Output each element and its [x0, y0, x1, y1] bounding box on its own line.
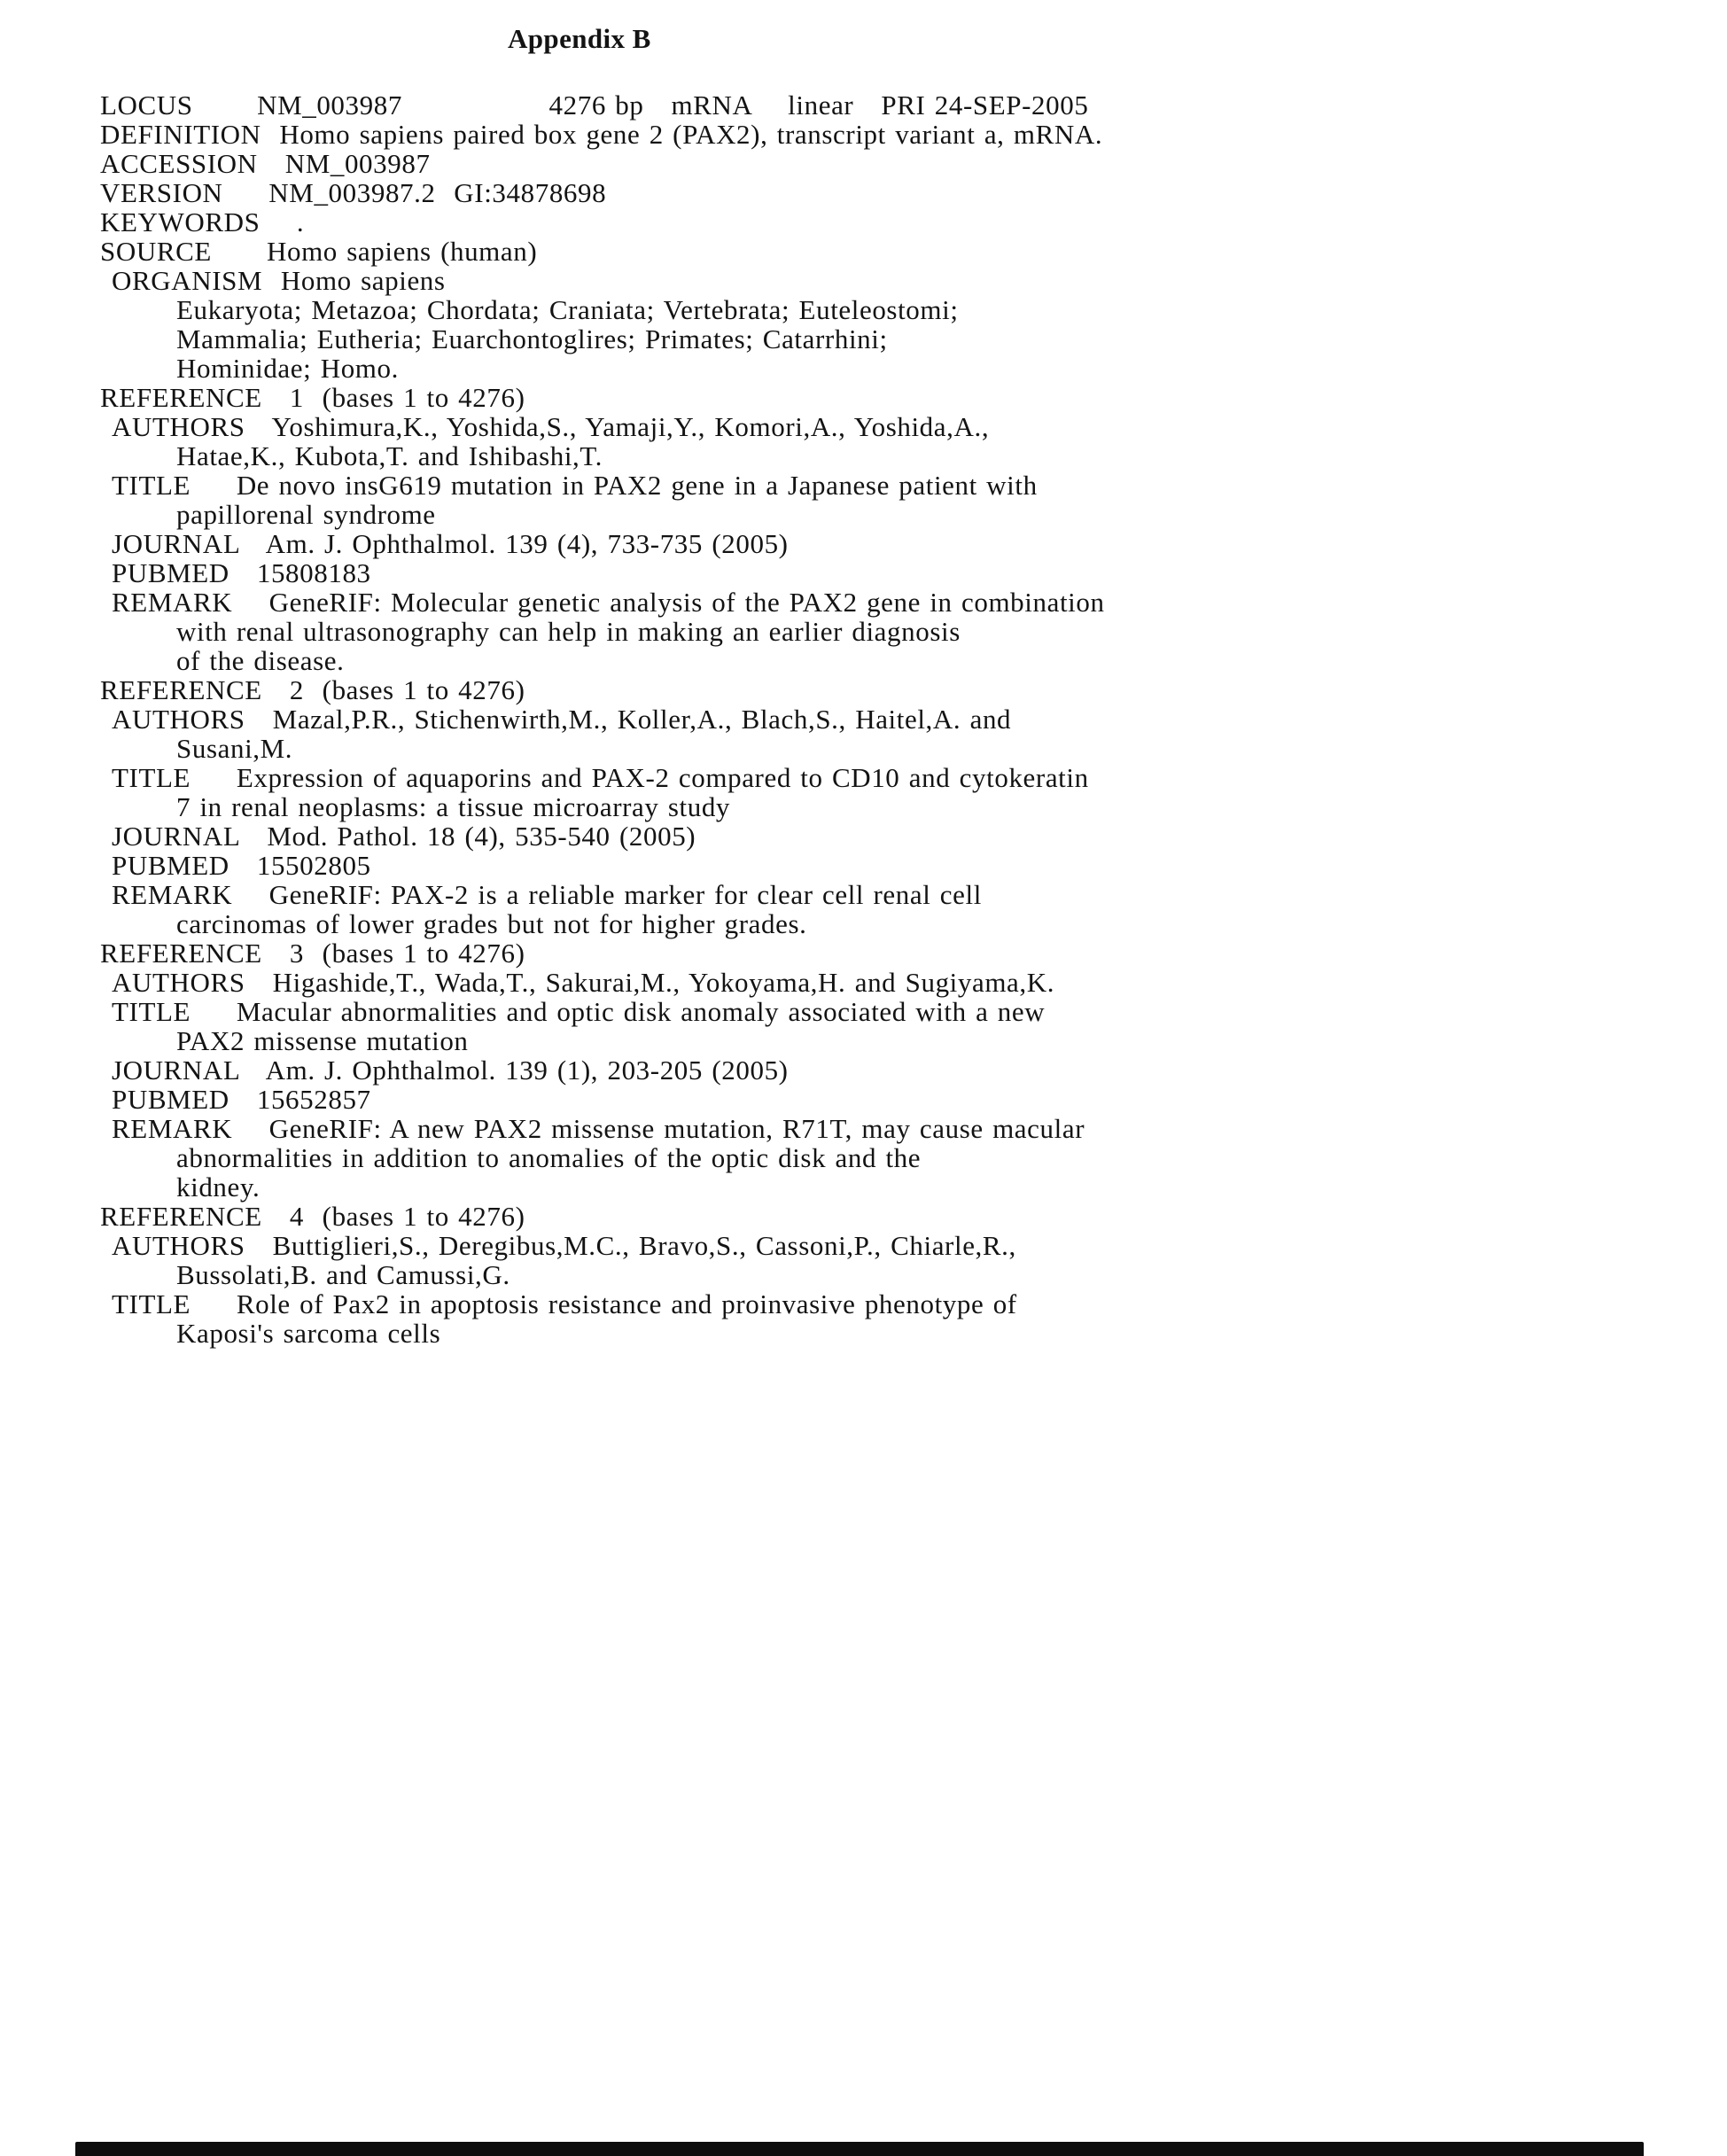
genbank-line: REFERENCE 3 (bases 1 to 4276): [100, 938, 525, 969]
genbank-line: AUTHORS Higashide,T., Wada,T., Sakurai,M., Yokoyama,H. and Sugiyama,K.: [112, 967, 1055, 998]
genbank-line: carcinomas of lower grades but not for higher grades.: [176, 908, 807, 939]
genbank-line: REFERENCE 4 (bases 1 to 4276): [100, 1201, 525, 1232]
genbank-line: kidney.: [176, 1171, 261, 1203]
genbank-line: PUBMED 15652857: [112, 1084, 371, 1115]
genbank-line: VERSION NM_003987.2 GI:34878698: [100, 177, 607, 208]
genbank-line: LOCUS NM_003987 4276 bp mRNA linear PRI 24-SEP-2005: [100, 90, 1089, 121]
genbank-line: REMARK GeneRIF: PAX-2 is a reliable marker for clear cell renal cell: [112, 879, 982, 910]
genbank-line: REFERENCE 1 (bases 1 to 4276): [100, 382, 525, 413]
genbank-line: Hominidae; Homo.: [176, 353, 399, 384]
genbank-line: Mammalia; Eutheria; Euarchontoglires; Primates; Catarrhini;: [176, 323, 888, 354]
genbank-line: TITLE De novo insG619 mutation in PAX2 gene in a Japanese patient with: [112, 470, 1038, 501]
genbank-line: PUBMED 15808183: [112, 557, 371, 588]
genbank-record: [100, 90, 1678, 1348]
genbank-line: REMARK GeneRIF: A new PAX2 missense mutation, R71T, may cause macular: [112, 1113, 1085, 1144]
genbank-line: SOURCE Homo sapiens (human): [100, 236, 538, 267]
genbank-line: ACCESSION NM_003987: [100, 148, 431, 179]
genbank-line: JOURNAL Am. J. Ophthalmol. 139 (4), 733-735 (2005): [112, 528, 789, 559]
genbank-line: PAX2 missense mutation: [176, 1025, 469, 1056]
appendix-title: Appendix B: [508, 23, 651, 54]
scan-artifact-bar: [75, 2142, 1644, 2156]
genbank-line: Susani,M.: [176, 733, 293, 764]
genbank-line: PUBMED 15502805: [112, 850, 371, 881]
genbank-line: KEYWORDS .: [100, 206, 305, 237]
genbank-line: 7 in renal neoplasms: a tissue microarray study: [176, 791, 731, 822]
genbank-line: Hatae,K., Kubota,T. and Ishibashi,T.: [176, 440, 603, 471]
genbank-line: AUTHORS Yoshimura,K., Yoshida,S., Yamaji,Y., Komori,A., Yoshida,A.,: [112, 411, 990, 442]
genbank-line: DEFINITION Homo sapiens paired box gene 2 (PAX2), transcript variant a, mRNA.: [100, 119, 1103, 150]
genbank-line: ORGANISM Homo sapiens: [112, 265, 446, 296]
genbank-line: TITLE Role of Pax2 in apoptosis resistance and proinvasive phenotype of: [112, 1288, 1017, 1319]
genbank-line: AUTHORS Buttiglieri,S., Deregibus,M.C., Bravo,S., Cassoni,P., Chiarle,R.,: [112, 1230, 1016, 1261]
genbank-line: JOURNAL Am. J. Ophthalmol. 139 (1), 203-205 (2005): [112, 1055, 789, 1086]
genbank-line: Eukaryota; Metazoa; Chordata; Craniata; Vertebrata; Euteleostomi;: [176, 294, 959, 325]
genbank-line: papillorenal syndrome: [176, 499, 436, 530]
genbank-line: TITLE Expression of aquaporins and PAX-2 compared to CD10 and cytokeratin: [112, 762, 1089, 793]
genbank-line: with renal ultrasonography can help in making an earlier diagnosis: [176, 616, 961, 647]
genbank-line: abnormalities in addition to anomalies of the optic disk and the: [176, 1142, 922, 1173]
genbank-line: Kaposi's sarcoma cells: [176, 1318, 441, 1349]
genbank-line: of the disease.: [176, 645, 345, 676]
genbank-line: TITLE Macular abnormalities and optic disk anomaly associated with a new: [112, 996, 1046, 1027]
genbank-line: Bussolati,B. and Camussi,G.: [176, 1259, 510, 1290]
genbank-line: AUTHORS Mazal,P.R., Stichenwirth,M., Koller,A., Blach,S., Haitel,A. and: [112, 704, 1012, 735]
genbank-line: REMARK GeneRIF: Molecular genetic analysis of the PAX2 gene in combination: [112, 587, 1105, 618]
genbank-line: JOURNAL Mod. Pathol. 18 (4), 535-540 (2005): [112, 821, 696, 852]
genbank-line: REFERENCE 2 (bases 1 to 4276): [100, 674, 525, 705]
